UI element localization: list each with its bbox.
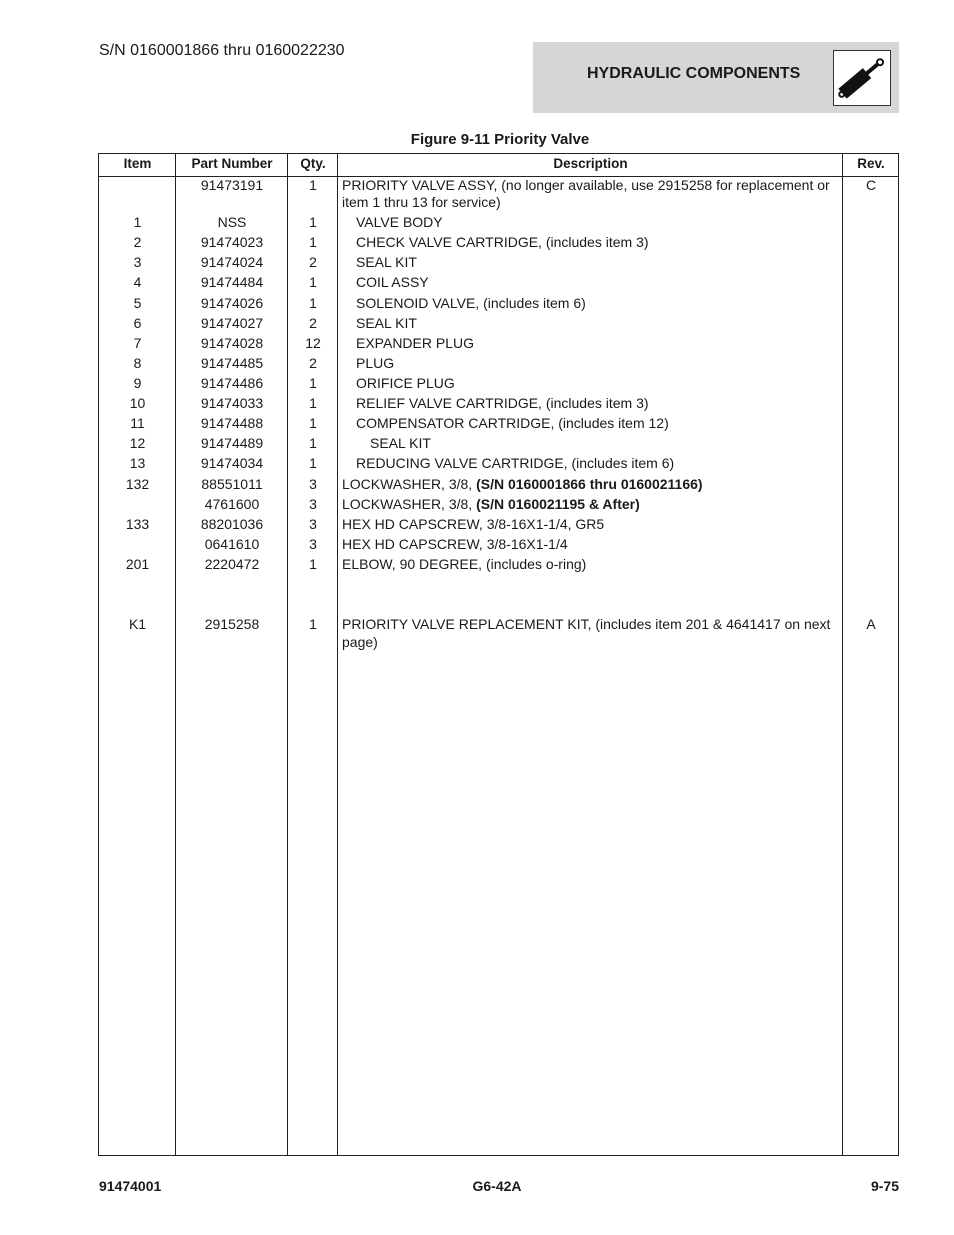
qty-cell: 3 [309, 496, 317, 512]
part-number-cell: 91473191 [200, 177, 264, 193]
qty-cell: 1 [309, 234, 317, 250]
item-cell: 3 [133, 254, 142, 270]
item-cell: 12 [129, 435, 146, 451]
description-cell: HEX HD CAPSCREW, 3/8-16X1-1/4, GR5 [342, 516, 605, 532]
item-cell: K1 [128, 616, 147, 632]
part-number-cell: 91474027 [200, 315, 264, 331]
part-number-cell: 91474028 [200, 335, 264, 351]
description-cell [342, 476, 836, 493]
description-cell: SEAL KIT [356, 315, 417, 331]
description-cell: HEX HD CAPSCREW, 3/8-16X1-1/4 [342, 536, 568, 552]
item-cell: 4 [133, 274, 142, 290]
qty-cell: 2 [309, 254, 317, 270]
description-cell: RELIEF VALVE CARTRIDGE, (includes item 3) [356, 395, 649, 411]
description-text: LOCKWASHER, 3/8, [342, 476, 477, 492]
part-number-cell: 91474024 [200, 254, 264, 270]
hydraulic-cylinder-icon [833, 50, 891, 106]
description-cell: page) [342, 634, 378, 650]
description-cell: COIL ASSY [356, 274, 429, 290]
qty-cell: 1 [309, 295, 317, 311]
part-number-cell: 88551011 [201, 476, 263, 492]
rev-cell: A [866, 616, 876, 632]
table-header [99, 154, 898, 177]
qty-cell: 1 [309, 616, 317, 632]
item-cell: 13 [129, 455, 146, 471]
part-number-cell: 91474485 [200, 355, 264, 371]
description-cell [342, 496, 836, 513]
item-cell: 1 [133, 214, 142, 230]
col-item-header: Item [123, 156, 152, 171]
figure-title: Figure 9-11 Priority Valve [410, 131, 590, 148]
part-number-cell: 91474488 [200, 415, 264, 431]
item-cell: 5 [133, 295, 142, 311]
qty-cell: 2 [309, 315, 317, 331]
part-number-cell: 0641610 [204, 536, 260, 552]
item-cell: 132 [125, 476, 150, 492]
serial-range-note: (S/N 0160021195 & After) [476, 496, 640, 512]
item-cell: 133 [125, 516, 150, 532]
item-cell: 201 [125, 556, 150, 572]
rev-cell: C [865, 177, 877, 193]
qty-cell: 3 [309, 476, 317, 492]
part-number-cell: 2915258 [204, 616, 260, 632]
part-number-cell: 91474023 [200, 234, 264, 250]
part-number-cell: NSS [217, 214, 247, 230]
qty-cell: 2 [309, 355, 317, 371]
col-qty-header: Qty. [300, 156, 326, 171]
part-number-cell: 2220472 [204, 556, 260, 572]
item-cell: 7 [133, 335, 142, 351]
part-number-cell: 91474026 [200, 295, 264, 311]
description-text: LOCKWASHER, 3/8, [342, 496, 477, 512]
description-cell: SEAL KIT [370, 435, 431, 451]
description-cell: CHECK VALVE CARTRIDGE, (includes item 3) [356, 234, 649, 250]
serial-range-note: (S/N 0160001866 thru 0160021166) [476, 476, 703, 492]
part-number-cell: 91474033 [200, 395, 264, 411]
description-cell: REDUCING VALVE CARTRIDGE, (includes item 6) [356, 455, 675, 471]
part-number-cell: 4761600 [204, 496, 260, 512]
qty-cell: 1 [309, 455, 317, 471]
qty-cell: 1 [309, 274, 317, 290]
part-number-cell: 91474034 [200, 455, 264, 471]
description-cell: ORIFICE PLUG [356, 375, 455, 391]
item-cell: 2 [133, 234, 142, 250]
description-cell: VALVE BODY [356, 214, 443, 230]
qty-cell: 3 [309, 536, 317, 552]
parts-table [98, 153, 899, 1156]
qty-cell: 3 [309, 516, 317, 532]
section-header [533, 42, 899, 113]
qty-cell: 1 [309, 177, 317, 193]
description-cell: COMPENSATOR CARTRIDGE, (includes item 12) [356, 415, 669, 431]
description-cell: ELBOW, 90 DEGREE, (includes o-ring) [342, 556, 587, 572]
description-cell: SOLENOID VALVE, (includes item 6) [356, 295, 586, 311]
description-cell: item 1 thru 13 for service) [342, 194, 501, 210]
footer-page-number: 9-75 [870, 1178, 899, 1194]
item-cell: 9 [133, 375, 142, 391]
description-cell: SEAL KIT [356, 254, 417, 270]
footer-model: G6-42A [472, 1178, 522, 1194]
description-cell: PRIORITY VALVE REPLACEMENT KIT, (includes item 201 & 4641417 on next [342, 616, 831, 632]
description-cell: PLUG [356, 355, 395, 371]
col-part-number-header: Part Number [191, 156, 273, 171]
serial-number-range: S/N 0160001866 thru 0160022230 [99, 42, 345, 59]
qty-cell: 1 [309, 375, 317, 391]
qty-cell: 1 [309, 556, 317, 572]
item-cell: 6 [133, 315, 142, 331]
part-number-cell: 88201036 [200, 516, 264, 532]
col-rev-header: Rev. [857, 156, 885, 171]
description-cell: EXPANDER PLUG [356, 335, 474, 351]
description-cell: PRIORITY VALVE ASSY, (no longer available, use 2915258 for replacement or [342, 177, 830, 193]
qty-cell: 1 [309, 435, 317, 451]
item-cell: 10 [129, 395, 146, 411]
footer-part-number: 91474001 [99, 1178, 162, 1194]
section-title: HYDRAULIC COMPONENTS [587, 65, 801, 82]
part-number-cell: 91474484 [200, 274, 264, 290]
qty-cell: 1 [309, 415, 317, 431]
qty-cell: 1 [309, 395, 317, 411]
col-description-header: Description [553, 156, 628, 171]
item-cell: 11 [130, 415, 145, 431]
part-number-cell: 91474489 [200, 435, 264, 451]
item-cell: 8 [133, 355, 142, 371]
part-number-cell: 91474486 [200, 375, 264, 391]
qty-cell: 1 [309, 214, 317, 230]
qty-cell: 12 [305, 335, 321, 351]
